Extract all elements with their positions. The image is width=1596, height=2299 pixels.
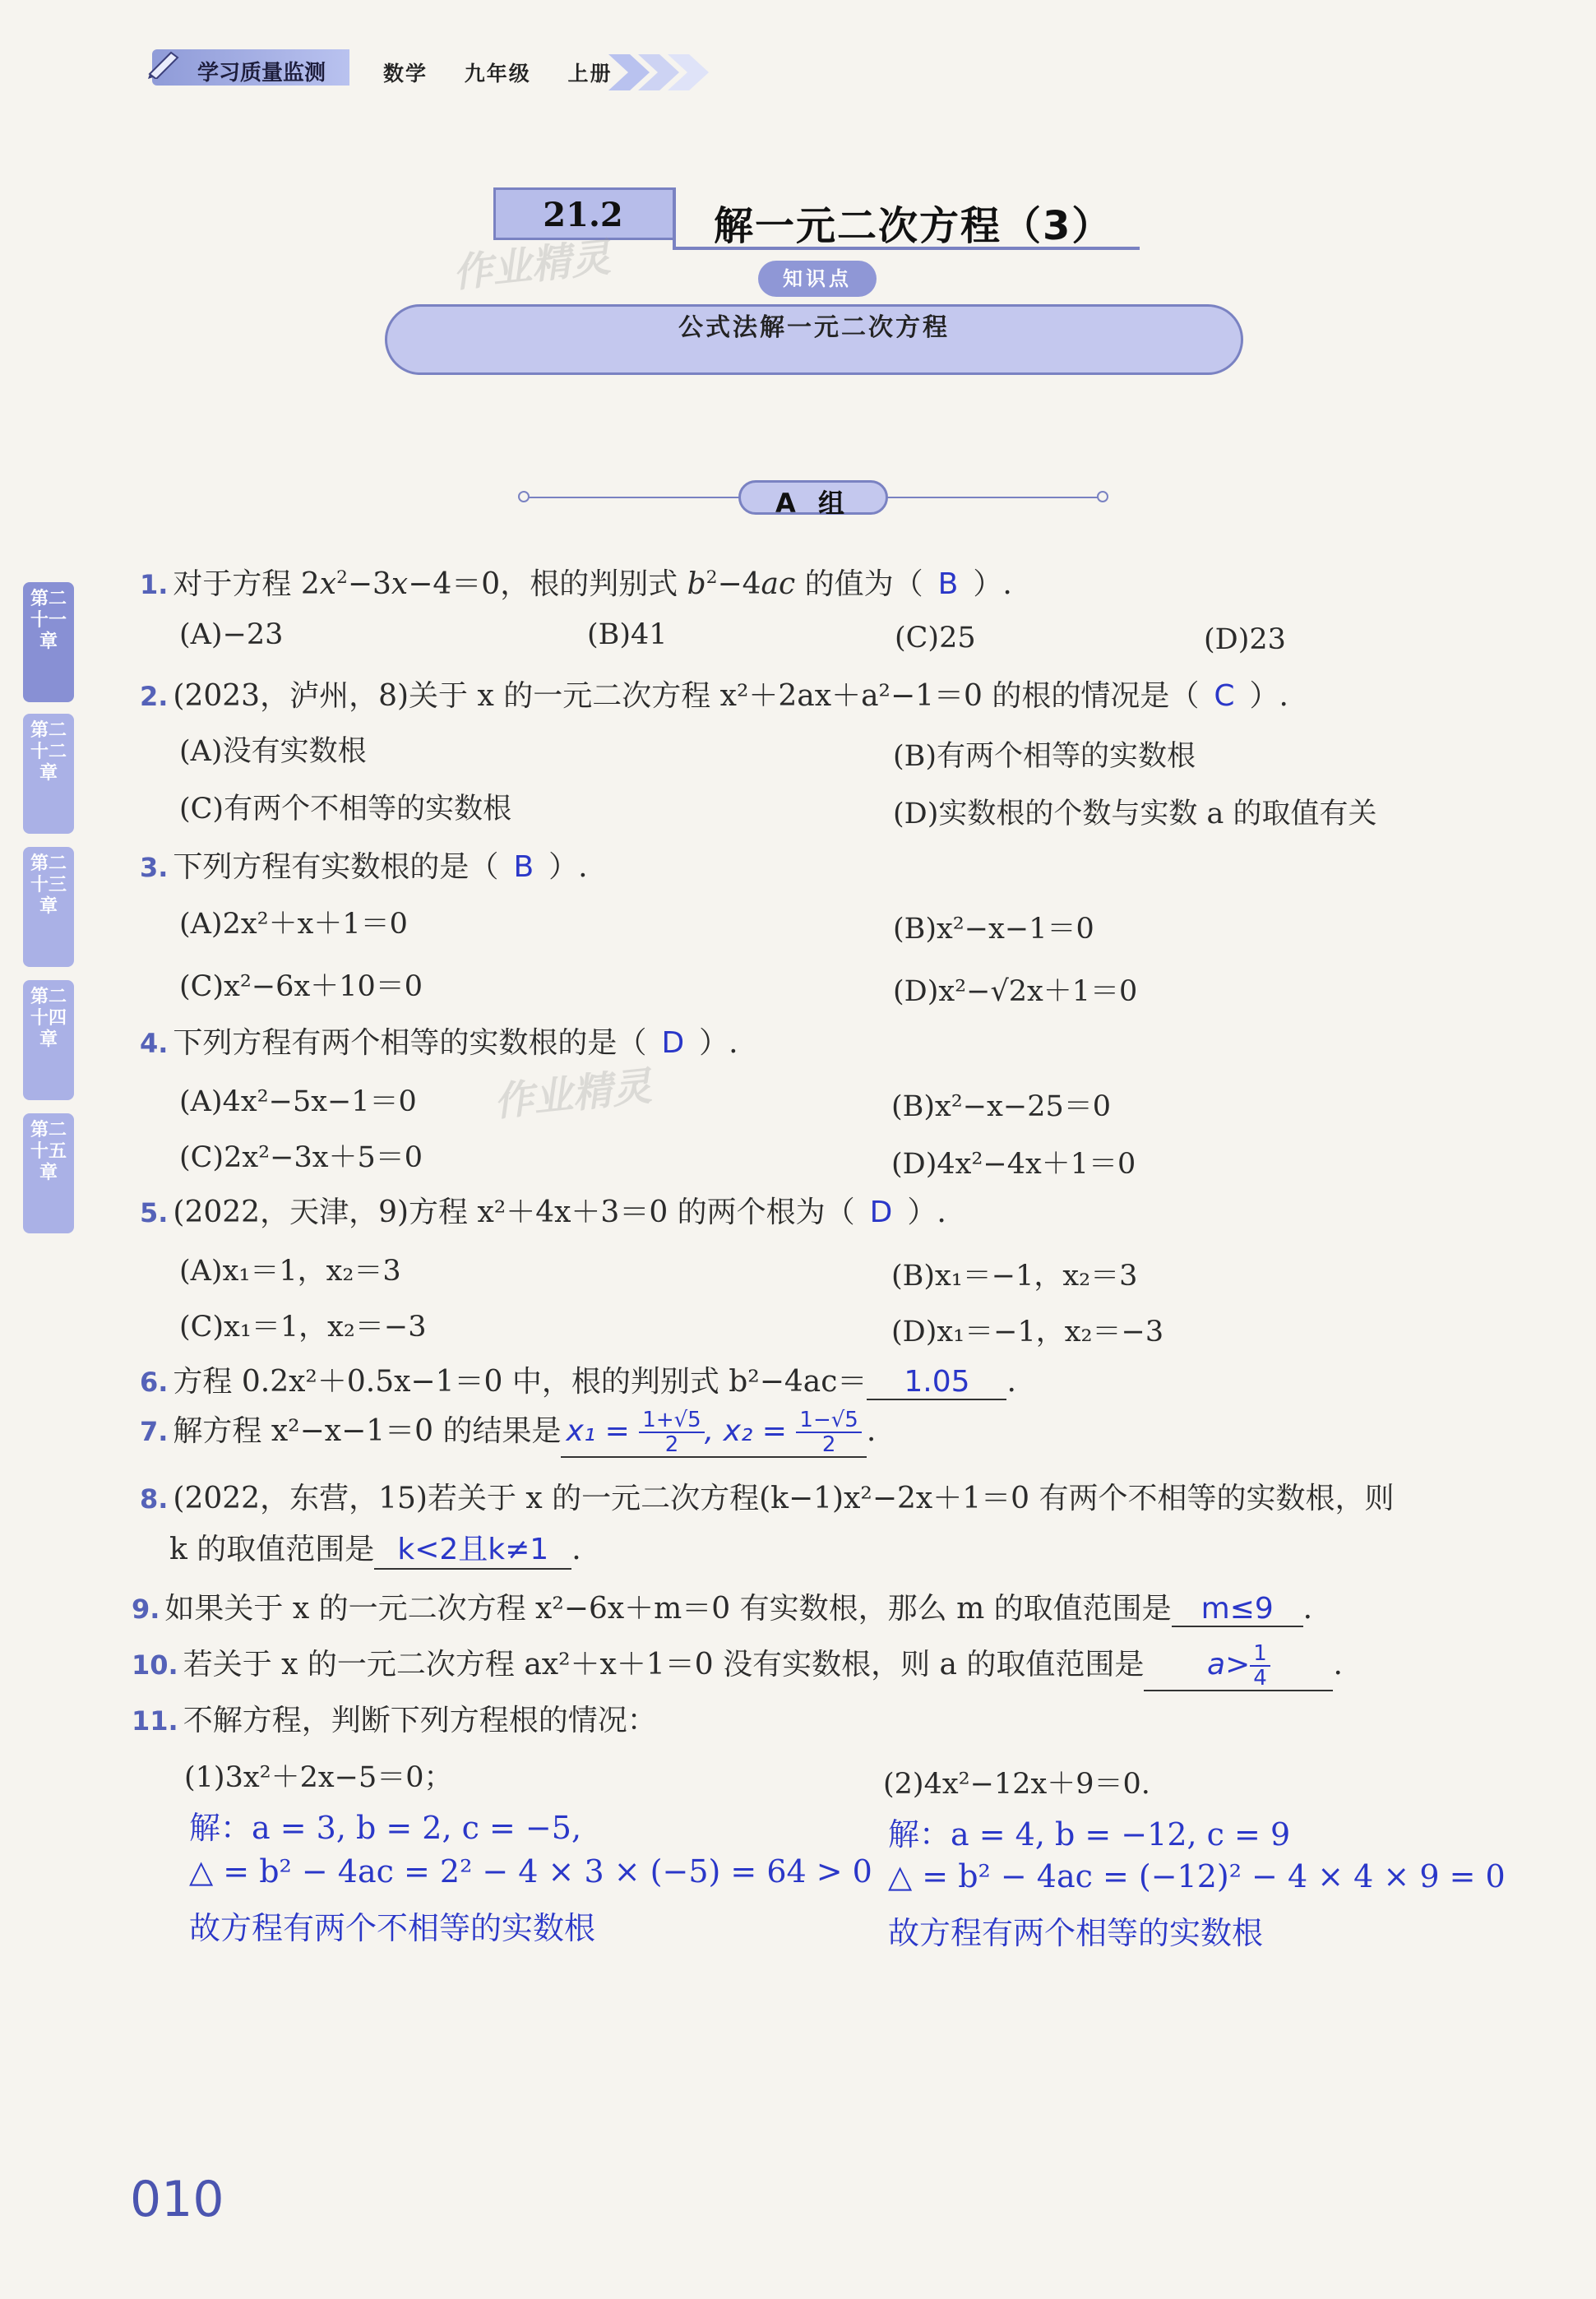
question-end: .: [1006, 1365, 1016, 1399]
tab-chapter-23[interactable]: 第二十三章: [23, 847, 74, 967]
section-number: 21.2: [543, 196, 623, 234]
option: (D)x₁＝−1，x₂＝−3: [891, 1316, 1164, 1348]
question-end: .: [1302, 1592, 1313, 1626]
option: (C)有两个不相等的实数根: [179, 793, 512, 826]
pencil-icon: [146, 46, 186, 79]
question-number: 2.: [140, 681, 169, 712]
option: (D)实数根的个数与实数 a 的取值有关: [893, 798, 1377, 830]
question-number: 1.: [140, 569, 169, 600]
tab-chapter-25[interactable]: 第二十五章: [23, 1113, 74, 1233]
question-5: [140, 1189, 946, 1231]
question-stem: k 的取值范围是: [169, 1533, 375, 1566]
answer: C: [1214, 679, 1235, 713]
answer-blank: [561, 1409, 866, 1458]
question-2: [140, 673, 1288, 715]
solution-2-line2: △ = b² − 4ac = (−12)² − 4 × 4 × 9 = 0: [888, 1858, 1506, 1894]
watermark: 作业精灵: [492, 1063, 654, 1126]
numerator: 1−√5: [796, 1409, 861, 1433]
answer-blank: k<2且k≠1: [374, 1526, 571, 1570]
question-stem: 下列方程有两个相等的实数根的是（: [173, 1026, 647, 1060]
option: (B)x²−x−1＝0: [893, 913, 1094, 946]
answer-fraction: [1250, 1642, 1270, 1690]
answer-x2: , x₂ =: [704, 1414, 787, 1448]
question-number: 11.: [132, 1705, 178, 1737]
group-dot: [1097, 491, 1108, 502]
option: (A)4x²−5x−1＝0: [179, 1085, 417, 1118]
solution-1-line2: △ = b² − 4ac = 2² − 4 × 3 × (−5) = 64 > 0: [189, 1853, 872, 1890]
section-title: 解一元二次方程（3）: [714, 203, 1113, 249]
option: (C)2x²−3x＋5＝0: [179, 1141, 423, 1174]
solution-1-line3: 故方程有两个不相等的实数根: [189, 1910, 596, 1946]
question-end: ）.: [1249, 679, 1288, 713]
solution-1-line1: 解：a = 3, b = 2, c = −5,: [189, 1810, 582, 1846]
tab-chapter-22[interactable]: 第二十二章: [23, 714, 74, 834]
option: (A)2x²＋x＋1＝0: [179, 908, 408, 941]
header-subject: 数学: [383, 62, 428, 86]
question-stem: 解方程 x²−x−1＝0 的结果是: [173, 1414, 562, 1448]
denominator: 2: [821, 1432, 836, 1457]
sub-question-2: (2)4x²−12x＋9＝0.: [883, 1768, 1150, 1801]
question-10: [132, 1641, 1343, 1691]
section-divider: [673, 187, 676, 250]
option: (C)25: [895, 622, 976, 655]
answer-blank: [1144, 1642, 1333, 1691]
option: (C)x₁＝1，x₂＝−3: [179, 1311, 427, 1344]
question-stem: (2022，东营，15)若关于 x 的一元二次方程(k−1)x²−2x＋1＝0 有两个不相等的实数根，则: [173, 1482, 1395, 1515]
question-end: .: [571, 1533, 581, 1566]
question-end: ）.: [907, 1196, 946, 1229]
header-grade: 九年级: [464, 62, 531, 86]
question-number: 8.: [140, 1483, 169, 1515]
denominator: 4: [1253, 1666, 1267, 1691]
question-7: [140, 1408, 876, 1458]
numerator: 1+√5: [639, 1409, 704, 1433]
denominator: 2: [664, 1432, 679, 1457]
answer-a: a>: [1207, 1648, 1251, 1681]
solution-2-line3: 故方程有两个相等的实数根: [888, 1915, 1264, 1951]
option: (D)x²−√2x＋1＝0: [893, 975, 1138, 1008]
question-11: [132, 1697, 657, 1739]
question-stem: 方程 0.2x²＋0.5x−1＝0 中，根的判别式 b²−4ac＝: [173, 1365, 867, 1399]
option: (B)x₁＝−1，x₂＝3: [891, 1260, 1138, 1293]
question-stem: 下列方程有实数根的是（: [173, 850, 499, 884]
answer: B: [513, 850, 534, 884]
question-stem: 不解方程，判断下列方程根的情况：: [183, 1704, 657, 1737]
answer-blank: m≤9: [1172, 1592, 1303, 1627]
tab-chapter-21[interactable]: 第二十一章: [23, 582, 74, 702]
option: (A)没有实数根: [179, 735, 367, 768]
question-number: 5.: [140, 1197, 169, 1228]
option: (B)41: [587, 618, 668, 651]
question-stem: 如果关于 x 的一元二次方程 x²−6x＋m＝0 有实数根，那么 m 的取值范围是: [164, 1592, 1172, 1626]
question-6: [140, 1358, 1016, 1400]
question-number: 6.: [140, 1367, 169, 1398]
question-stem: (2023，泸州，8)关于 x 的一元二次方程 x²＋2ax＋a²−1＝0 的根的情况是（: [173, 679, 1200, 713]
answer: D: [869, 1196, 893, 1229]
header-info: [383, 58, 640, 87]
question-end: ）.: [548, 850, 588, 884]
header-brand: 学习质量监测: [197, 61, 326, 86]
answer-fraction: [639, 1409, 704, 1456]
page-number: 010: [130, 2171, 224, 2228]
watermark: 作业精灵: [451, 234, 613, 297]
question-number: 9.: [132, 1594, 160, 1625]
answer-fraction: [796, 1409, 861, 1456]
group-label: A 组: [738, 480, 888, 515]
question-end: .: [866, 1414, 877, 1448]
question-3: [140, 844, 588, 886]
group-dot: [518, 491, 530, 502]
answer: D: [661, 1026, 685, 1060]
question-1: 1. 对于方程 $2x^2-3x-4=0$，根的判别式 $b^2-4ac$ 的值为（ B ）.: [140, 567, 1012, 601]
numerator: 1: [1250, 1642, 1270, 1667]
question-number: 7.: [140, 1416, 169, 1447]
question-end: .: [1333, 1648, 1343, 1681]
tab-chapter-24[interactable]: 第二十四章: [23, 980, 74, 1100]
answer: B: [937, 567, 959, 601]
sub-question-1: (1)3x²＋2x−5＝0；: [184, 1761, 453, 1794]
knowledge-tag: 知识点: [758, 261, 877, 297]
option: (D)4x²−4x＋1＝0: [891, 1148, 1136, 1181]
question-end: ）.: [699, 1026, 738, 1060]
solution-2-line1: 解：a = 4, b = −12, c = 9: [888, 1816, 1291, 1853]
question-number: 3.: [140, 852, 169, 883]
question-number: 4.: [140, 1028, 169, 1059]
header-volume: 上册: [567, 62, 613, 86]
question-stem: (2022，天津，9)方程 x²＋4x＋3＝0 的两个根为（: [173, 1196, 855, 1229]
answer-x1: x₁ =: [566, 1414, 630, 1448]
question-8: [140, 1475, 1394, 1517]
chevron-arrows-icon: [608, 51, 715, 94]
option: (B)x²−x−25＝0: [891, 1090, 1111, 1123]
knowledge-title: 公式法解一元二次方程: [385, 304, 1243, 375]
option: (C)x²−6x＋10＝0: [179, 970, 423, 1003]
question-stem: 若关于 x 的一元二次方程 ax²＋x＋1＝0 没有实数根，则 a 的取值范围是: [183, 1648, 1145, 1681]
question-number: 10.: [132, 1649, 178, 1681]
question-9: [132, 1585, 1312, 1627]
answer-blank: 1.05: [867, 1365, 1006, 1400]
question-4: [140, 1020, 738, 1062]
option: (A)x₁＝1，x₂＝3: [179, 1255, 401, 1288]
option: (D)23: [1204, 623, 1286, 656]
option: (B)有两个相等的实数根: [893, 740, 1196, 773]
question-8-line2: [169, 1526, 581, 1570]
option: (A)−23: [179, 618, 284, 651]
